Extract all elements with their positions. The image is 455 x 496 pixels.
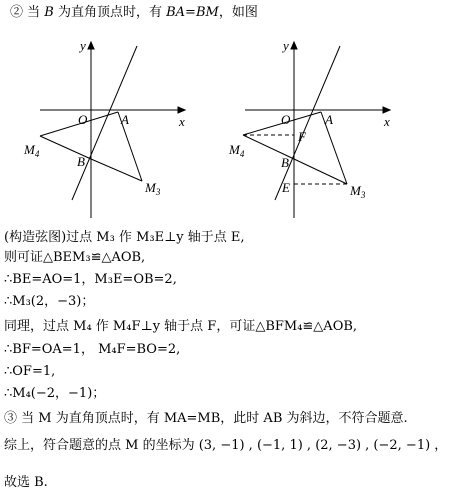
text-line-summary: 综上，符合题意的点 M 的坐标为 (3, −1) , (−1, 1) , (2, −3) , (−2, −1) ，: [4, 438, 448, 453]
text-line-m4-coord: ∴M₄(−2，−1)；: [4, 386, 106, 401]
circled-number-two: ②: [10, 5, 24, 20]
text-line-bf-oa: ∴BF=OA=1， M₄F=BO=2,: [4, 342, 181, 357]
point-b-label: B: [77, 154, 85, 169]
text-line-be-ao: ∴BE=AO=1，M₃E=OB=2,: [4, 272, 177, 287]
x-axis-label: x: [179, 114, 185, 129]
origin-label: O: [78, 112, 88, 127]
point-f-label: F: [298, 129, 306, 144]
text-line-construct: (构造弦图)过点 M₃ 作 M₃E⊥y 轴于点 E,: [4, 230, 245, 245]
text-line-congruent: 则可证△BEM₃≌△AOB,: [4, 250, 146, 265]
case-two-heading: ② 当 B 为直角顶点时，有 BA=BM，如图: [10, 5, 258, 20]
point-a-label: A: [325, 112, 333, 127]
text-line-answer: 故选 B.: [4, 475, 48, 490]
origin-label: O: [281, 112, 291, 127]
point-b-label: B: [44, 5, 54, 20]
text-line-of: ∴OF=1,: [4, 364, 56, 379]
x-axis-arrow: [383, 107, 390, 113]
point-m3-label: $M_3$: [350, 183, 366, 200]
y-axis-label: y: [80, 38, 86, 53]
y-axis-arrow: [291, 42, 297, 49]
y-axis-label: y: [283, 38, 289, 53]
point-m4-label: $M_4$: [229, 142, 245, 159]
point-m3-label: $M_3$: [145, 180, 161, 197]
figure-right: [0, 0, 455, 230]
point-e-label: E: [282, 180, 290, 195]
text-line-case-three: ③ 当 M 为直角顶点时，有 MA=MB，此时 AB 为斜边，不符合题意.: [4, 411, 408, 426]
equation-ba-bm: BA=BM: [166, 5, 219, 20]
point-a-label: A: [121, 112, 129, 127]
text-line-similarly: 同理，过点 M₄ 作 M₄F⊥y 轴于点 F，可证△BFM₄≌△AOB,: [4, 319, 358, 334]
x-axis-label: x: [384, 114, 390, 129]
point-b-label: B: [281, 155, 289, 170]
point-m4-label: $M_4$: [24, 142, 40, 159]
text-line-m3-coord: ∴M₃(2，−3)；: [4, 294, 95, 309]
